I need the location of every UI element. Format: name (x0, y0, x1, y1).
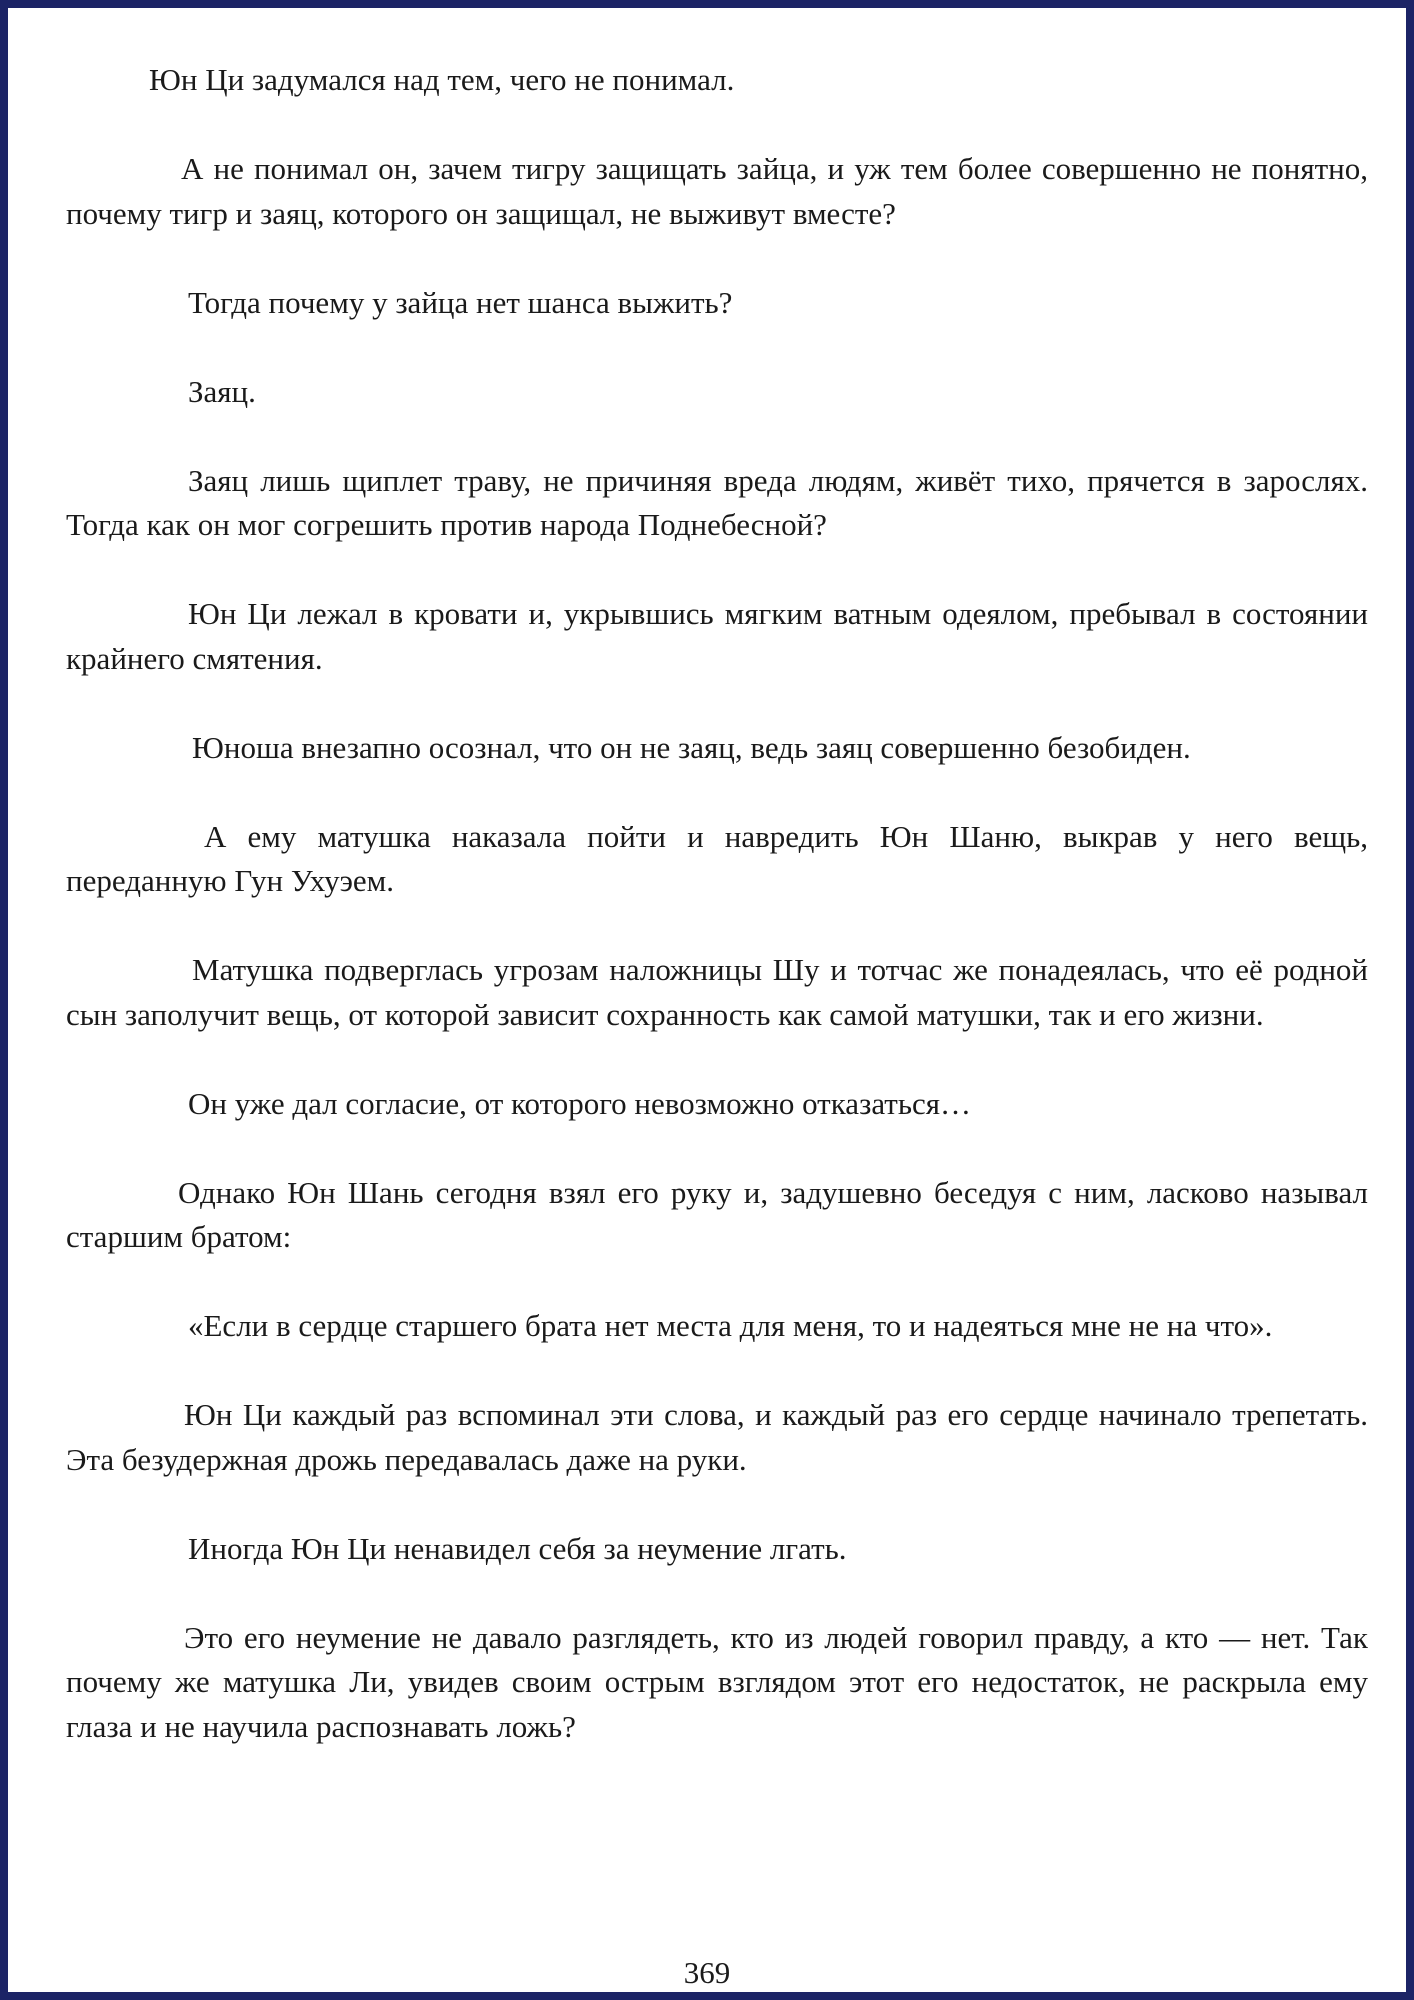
paragraph: Однако Юн Шань сегодня взял его руку и, задушевно беседуя с ним, ласково называл старшим братом: (66, 1174, 1368, 1254)
page-number: 369 (683, 1955, 731, 1990)
paragraph: А ему матушка наказала пойти и навредить Юн Шаню, выкрав у него вещь, переданную Гун Ухуэем. (66, 818, 1368, 898)
paragraph: Иногда Юн Ци ненавидел себя за неумение лгать. (188, 1530, 847, 1566)
paragraph: Юн Ци каждый раз вспоминал эти слова, и каждый раз его сердце начинало трепетать. Эта безудержная дрожь передавалась даже на руки. (66, 1397, 1368, 1477)
paragraph: Он уже дал согласие, от которого невозможно отказаться… (188, 1085, 971, 1121)
paragraph: А не понимал он, зачем тигру защищать зайца, и уж тем более совершенно не понятно, почему тигр и заяц, которого он защищал, не выживут вместе? (66, 151, 1368, 231)
paragraph: Заяц лишь щиплет траву, не причиняя вреда людям, живёт тихо, прячется в зарослях. Тогда как он мог согрешить против народа Поднебесной? (66, 462, 1368, 542)
paragraph: Матушка подверглась угрозам наложницы Шу и тотчас же понадеялась, что её родной сын заполучит вещь, от которой зависит сохранность как самой матушки, так и его жизни. (66, 952, 1368, 1032)
book-page (8, 8, 1406, 1992)
paragraph: Это его неумение не давало разглядеть, кто из людей говорил правду, а кто — нет. Так почему же матушка Ли, увидев своим острым взглядом этот его недостаток, не раскрыла ему глаза и не научила распознавать ложь? (66, 1619, 1368, 1744)
paragraph: Юноша внезапно осознал, что он не заяц, ведь заяц совершенно безобиден. (192, 729, 1191, 765)
paragraph: «Если в сердце старшего брата нет места для меня, то и надеяться мне не на что». (188, 1308, 1273, 1343)
paragraph: Заяц. (188, 373, 256, 409)
paragraph: Юн Ци лежал в кровати и, укрывшись мягким ватным одеялом, пребывал в состоянии крайнего смятения. (66, 596, 1368, 676)
page-body (66, 58, 1368, 1794)
paragraph: Тогда почему у зайца нет шанса выжить? (188, 284, 733, 320)
paragraph: Юн Ци задумался над тем, чего не понимал. (149, 62, 735, 97)
